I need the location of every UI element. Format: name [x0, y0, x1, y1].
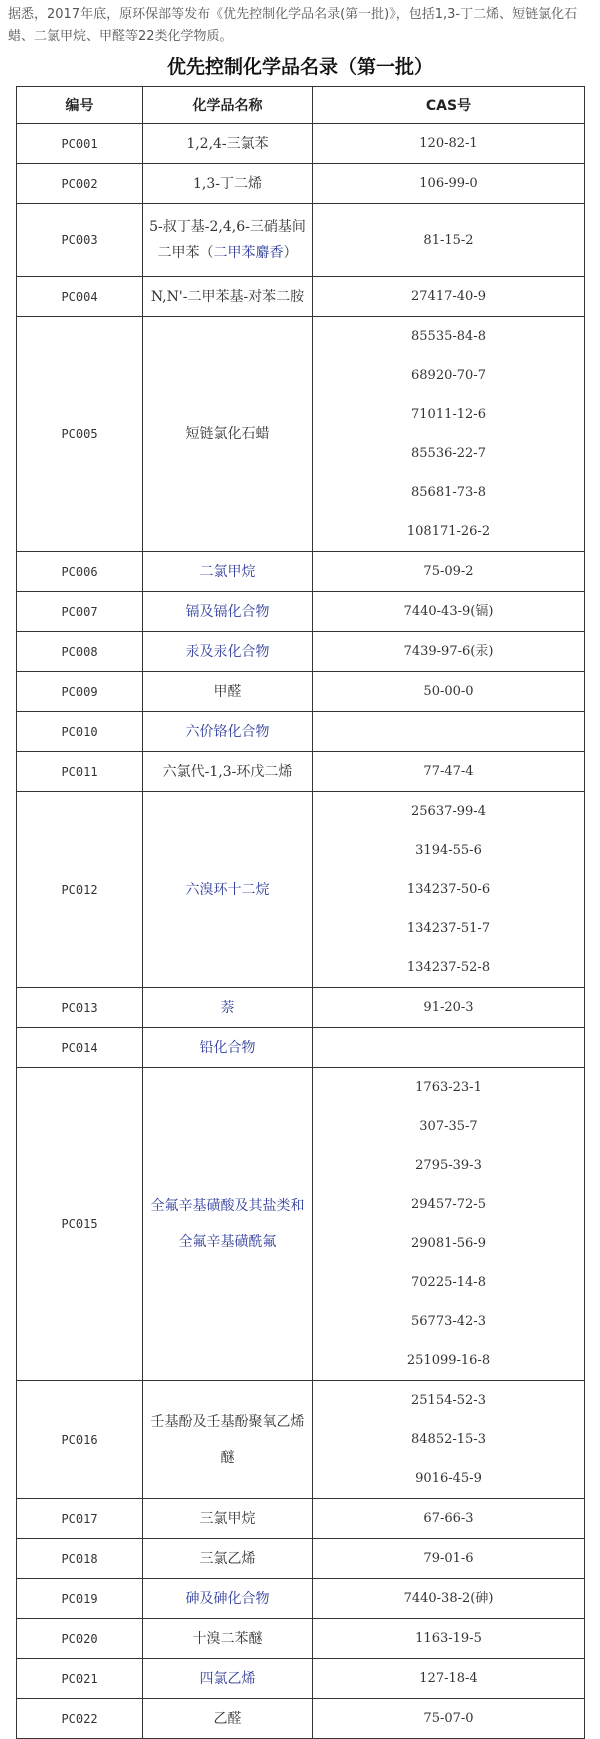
cas-number: 25154-52-3 — [411, 1393, 486, 1408]
table-row — [17, 1659, 585, 1699]
cell-code: PC008 — [17, 632, 143, 672]
cas-number: 106-99-0 — [419, 176, 478, 191]
cell-name — [143, 277, 313, 317]
cas-number: 70225-14-8 — [411, 1275, 486, 1290]
cell-name — [143, 317, 313, 552]
cell-cas — [313, 712, 585, 752]
table-row — [17, 1619, 585, 1659]
cell-code: PC003 — [17, 204, 143, 277]
cas-number: 50-00-0 — [423, 684, 474, 699]
name-text: 三氯甲烷 — [199, 1510, 256, 1527]
chemical-link[interactable]: 砷及砷化合物 — [185, 1590, 270, 1607]
cell-cas — [313, 317, 585, 552]
table-row — [17, 1028, 585, 1068]
cas-number: 251099-16-8 — [406, 1353, 491, 1368]
cell-cas — [313, 1579, 585, 1619]
cas-number: 27417-40-9 — [411, 289, 486, 304]
cell-code: PC004 — [17, 277, 143, 317]
cas-number: 307-35-7 — [419, 1119, 478, 1134]
table-row — [17, 1068, 585, 1381]
header-cas: CAS号 — [313, 87, 585, 124]
cell-name — [143, 164, 313, 204]
chemical-link[interactable]: 六溴环十二烷 — [185, 881, 270, 898]
cell-code: PC001 — [17, 124, 143, 164]
cas-number: 81-15-2 — [423, 232, 474, 248]
chemical-link[interactable]: 二甲苯麝香 — [213, 245, 284, 261]
cas-number: 29081-56-9 — [411, 1236, 486, 1251]
cell-name — [143, 1579, 313, 1619]
cell-code: PC015 — [17, 1068, 143, 1381]
cell-code: PC016 — [17, 1381, 143, 1499]
cas-number: 75-09-2 — [423, 564, 474, 579]
chemical-link[interactable]: 全氟辛基磺酸及其盐类和全氟辛基磺酰氟 — [150, 1198, 305, 1250]
cas-number: 127-18-4 — [419, 1671, 478, 1686]
chemical-link[interactable]: 汞及汞化合物 — [185, 643, 270, 660]
cell-code: PC007 — [17, 592, 143, 632]
cell-cas — [313, 1068, 585, 1381]
chemical-list-table — [16, 86, 585, 1739]
cell-name — [143, 988, 313, 1028]
cell-cas — [313, 204, 585, 277]
cas-number: 9016-45-9 — [415, 1471, 482, 1486]
table-title: 优先控制化学品名录（第一批） — [166, 56, 433, 78]
header-name: 化学品名称 — [143, 87, 313, 124]
cell-code: PC013 — [17, 988, 143, 1028]
cell-cas — [313, 1659, 585, 1699]
cell-cas — [313, 672, 585, 712]
table-header-row — [17, 87, 585, 124]
chemical-link[interactable]: 萘 — [220, 999, 235, 1016]
cas-number: 29457-72-5 — [411, 1197, 486, 1212]
table-row — [17, 672, 585, 712]
cas-number: 25637-99-4 — [411, 804, 486, 819]
table-row — [17, 277, 585, 317]
chemical-link[interactable]: 四氯乙烯 — [199, 1670, 256, 1687]
name-text: 乙醛 — [213, 1710, 242, 1727]
chemical-link[interactable]: 六价铬化合物 — [185, 723, 270, 740]
cas-number: 120-82-1 — [419, 136, 478, 151]
table-row — [17, 592, 585, 632]
table-row — [17, 317, 585, 552]
name-text: 短链氯化石蜡 — [185, 426, 270, 442]
name-text: 1,2,4-三氯苯 — [186, 135, 269, 152]
name-text: 甲醛 — [213, 683, 242, 700]
table-row — [17, 124, 585, 164]
chemical-link[interactable]: 二氯甲烷 — [199, 563, 256, 580]
name-text: N,N'-二甲苯基-对苯二胺 — [150, 288, 305, 305]
cell-name — [143, 1499, 313, 1539]
cas-number: 134237-51-7 — [406, 921, 491, 936]
name-text: 壬基酚及壬基酚聚氧乙烯醚 — [150, 1413, 305, 1466]
cell-name — [143, 1699, 313, 1739]
cell-code: PC012 — [17, 792, 143, 988]
cell-cas — [313, 277, 585, 317]
cas-number: 7439-97-6(汞) — [403, 644, 494, 659]
cell-code: PC019 — [17, 1579, 143, 1619]
chemical-link[interactable]: 铅化合物 — [199, 1039, 256, 1056]
cas-number: 7440-43-9(镉) — [403, 604, 494, 619]
table-row — [17, 1699, 585, 1739]
name-text: 5-叔丁基-2,4,6-三硝基间二甲苯（ — [149, 219, 306, 261]
cell-cas — [313, 1028, 585, 1068]
cas-number: 91-20-3 — [423, 1000, 474, 1015]
table-row — [17, 632, 585, 672]
cell-code: PC017 — [17, 1499, 143, 1539]
cas-number: 77-47-4 — [423, 764, 474, 779]
cell-cas — [313, 1539, 585, 1579]
cas-number: 71011-12-6 — [411, 407, 486, 422]
name-text: ） — [283, 245, 298, 261]
cell-name — [143, 752, 313, 792]
cell-name — [143, 552, 313, 592]
table-row — [17, 1539, 585, 1579]
name-text: 1,3-丁二烯 — [193, 175, 262, 192]
cell-code: PC014 — [17, 1028, 143, 1068]
name-text: 三氯乙烯 — [199, 1550, 256, 1567]
cas-number: 134237-50-6 — [406, 882, 491, 897]
cell-code: PC005 — [17, 317, 143, 552]
cas-number: 79-01-6 — [423, 1551, 474, 1566]
table-row — [17, 712, 585, 752]
table-row — [17, 204, 585, 277]
cell-code: PC006 — [17, 552, 143, 592]
cas-number: 1163-19-5 — [415, 1631, 482, 1646]
cell-code: PC009 — [17, 672, 143, 712]
table-row — [17, 988, 585, 1028]
chemical-link[interactable]: 镉及镉化合物 — [185, 603, 270, 620]
cell-name — [143, 1619, 313, 1659]
table-row — [17, 792, 585, 988]
table-body — [17, 124, 585, 1739]
cell-cas — [313, 552, 585, 592]
cas-number: 85681-73-8 — [411, 485, 486, 500]
cas-number: 85535-84-8 — [411, 329, 486, 344]
cas-number: 7440-38-2(砷) — [403, 1591, 494, 1606]
intro-paragraph: 据悉，2017年底，原环保部等发布《优先控制化学品名录(第一批)》，包括1,3-丁二烯、短链氯化石蜡、二氯甲烷、甲醛等22类化学物质。 — [8, 7, 578, 44]
cell-name — [143, 1381, 313, 1499]
cas-number: 84852-15-3 — [411, 1432, 486, 1447]
cell-cas — [313, 1381, 585, 1499]
cas-number: 3194-55-6 — [415, 843, 482, 858]
cell-cas — [313, 164, 585, 204]
cell-name — [143, 632, 313, 672]
cell-code: PC011 — [17, 752, 143, 792]
cas-number: 108171-26-2 — [406, 524, 491, 539]
cell-name — [143, 1659, 313, 1699]
cell-code: PC022 — [17, 1699, 143, 1739]
cell-cas — [313, 124, 585, 164]
cas-number: 134237-52-8 — [406, 960, 491, 975]
cas-number: 1763-23-1 — [415, 1080, 482, 1095]
header-code: 编号 — [17, 87, 143, 124]
cell-name — [143, 1028, 313, 1068]
name-text: 六氯代-1,3-环戊二烯 — [162, 763, 293, 780]
cell-cas — [313, 792, 585, 988]
cell-cas — [313, 988, 585, 1028]
cell-code: PC002 — [17, 164, 143, 204]
table-row — [17, 552, 585, 592]
cell-code: PC010 — [17, 712, 143, 752]
table-row — [17, 1579, 585, 1619]
cell-name — [143, 792, 313, 988]
cell-name — [143, 204, 313, 277]
cell-code: PC020 — [17, 1619, 143, 1659]
table-row — [17, 752, 585, 792]
cell-cas — [313, 632, 585, 672]
cas-number: 75-07-0 — [423, 1711, 474, 1726]
table-row — [17, 1381, 585, 1499]
cell-name — [143, 1539, 313, 1579]
cas-number: 2795-39-3 — [415, 1158, 482, 1173]
table-row — [17, 164, 585, 204]
name-text: 十溴二苯醚 — [192, 1630, 263, 1647]
cell-cas — [313, 1699, 585, 1739]
cell-name — [143, 712, 313, 752]
cell-name — [143, 124, 313, 164]
cell-name — [143, 672, 313, 712]
cas-number: 68920-70-7 — [411, 368, 486, 383]
cell-cas — [313, 752, 585, 792]
cell-name — [143, 592, 313, 632]
cell-cas — [313, 592, 585, 632]
cas-number: 85536-22-7 — [411, 446, 486, 461]
cas-number: 67-66-3 — [423, 1511, 474, 1526]
cas-number: 56773-42-3 — [411, 1314, 486, 1329]
table-row — [17, 1499, 585, 1539]
cell-cas — [313, 1619, 585, 1659]
cell-name — [143, 1068, 313, 1381]
cell-code: PC021 — [17, 1659, 143, 1699]
cell-cas — [313, 1499, 585, 1539]
cell-code: PC018 — [17, 1539, 143, 1579]
